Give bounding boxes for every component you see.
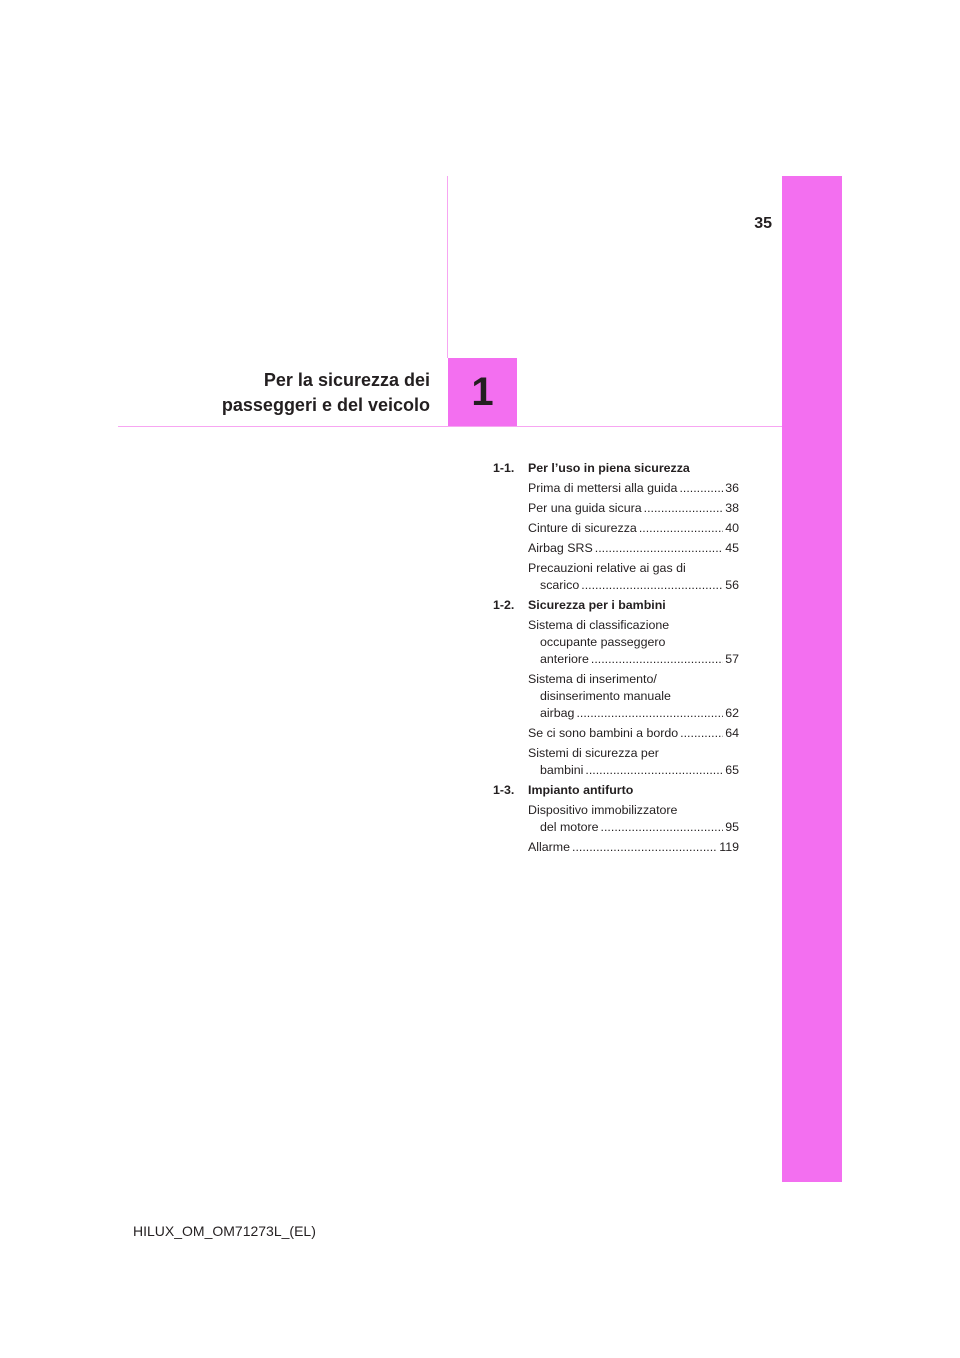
toc-entry[interactable] xyxy=(528,560,739,594)
toc-entry-text: del motore xyxy=(540,820,599,834)
page-number: 35 xyxy=(754,215,772,232)
chapter-tab-bar xyxy=(782,176,842,1182)
section-number: 1-1. xyxy=(493,461,515,475)
dot-leader xyxy=(680,725,723,742)
toc-entry-text: Sistema di inserimento/ xyxy=(528,672,657,686)
table-of-contents xyxy=(493,460,739,859)
section-number: 1-3. xyxy=(493,783,515,797)
toc-entry-text: Precauzioni relative ai gas di xyxy=(528,561,686,575)
toc-entry-text: airbag xyxy=(540,706,575,720)
toc-entry-text: occupante passeggero xyxy=(540,635,666,649)
toc-page-number: 36 xyxy=(725,481,739,495)
toc-entry-line xyxy=(528,577,739,594)
section-number: 1-2. xyxy=(493,598,515,612)
toc-entry[interactable] xyxy=(528,671,739,722)
chapter-title xyxy=(150,368,430,418)
toc-entry[interactable] xyxy=(528,500,739,517)
toc-page-number: 64 xyxy=(725,726,739,740)
toc-section-heading[interactable] xyxy=(493,597,739,614)
dot-leader xyxy=(576,705,723,722)
dot-leader xyxy=(581,577,723,594)
toc-entry-line xyxy=(528,839,739,856)
toc-entry-line xyxy=(528,540,739,557)
section-title: Per l’uso in piena sicurezza xyxy=(528,461,690,475)
toc-entry-text: bambini xyxy=(540,763,584,777)
dot-leader xyxy=(601,819,724,836)
toc-entry-text: disinserimento manuale xyxy=(540,689,671,703)
dot-leader xyxy=(591,651,723,668)
toc-entry-text: Sistema di classificazione xyxy=(528,618,670,632)
toc-page-number: 119 xyxy=(719,840,739,854)
toc-entry-line xyxy=(528,480,739,497)
toc-section-heading[interactable] xyxy=(493,460,739,477)
dot-leader xyxy=(572,839,717,856)
toc-entry-line xyxy=(528,520,739,537)
toc-page-number: 56 xyxy=(725,578,739,592)
toc-entry-line xyxy=(528,819,739,836)
toc-entry-text: Per una guida sicura xyxy=(528,501,642,515)
toc-entry-line xyxy=(528,651,739,668)
toc-entry-line xyxy=(528,762,739,779)
toc-page-number: 40 xyxy=(725,521,739,535)
toc-entry[interactable] xyxy=(528,540,739,557)
dot-leader xyxy=(644,500,724,517)
toc-entry-text: Airbag SRS xyxy=(528,541,593,555)
toc-entry-text: Se ci sono bambini a bordo xyxy=(528,726,679,740)
chapter-number-box: 1 xyxy=(448,358,517,426)
toc-entry-text: Prima di mettersi alla guida xyxy=(528,481,678,495)
toc-entry-text: Cinture di sicurezza xyxy=(528,521,637,535)
dot-leader xyxy=(679,480,723,497)
toc-page-number: 38 xyxy=(725,501,739,515)
toc-entry-line xyxy=(528,705,739,722)
toc-entry-line xyxy=(528,500,739,517)
section-title: Impianto antifurto xyxy=(528,783,634,797)
toc-entry-text: Allarme xyxy=(528,840,570,854)
dot-leader xyxy=(585,762,723,779)
vertical-divider xyxy=(447,176,448,358)
document-code: HILUX_OM_OM71273L_(EL) xyxy=(133,1223,316,1239)
horizontal-divider xyxy=(118,426,782,427)
dot-leader xyxy=(639,520,723,537)
toc-entry-line xyxy=(528,725,739,742)
toc-entry[interactable] xyxy=(528,480,739,497)
toc-entry[interactable] xyxy=(528,520,739,537)
toc-entry-text: anteriore xyxy=(540,652,589,666)
toc-page-number: 95 xyxy=(725,820,739,834)
chapter-title-line: passeggeri e del veicolo xyxy=(221,395,430,415)
toc-entry-text: Dispositivo immobilizzatore xyxy=(528,803,678,817)
section-title: Sicurezza per i bambini xyxy=(528,598,666,612)
toc-entry[interactable] xyxy=(528,725,739,742)
toc-entry-text: scarico xyxy=(540,578,580,592)
toc-entry[interactable] xyxy=(528,745,739,779)
toc-entry[interactable] xyxy=(528,839,739,856)
toc-page-number: 57 xyxy=(725,652,739,666)
chapter-title-line: Per la sicurezza dei xyxy=(263,370,430,390)
toc-entry[interactable] xyxy=(528,617,739,668)
toc-section-heading[interactable] xyxy=(493,782,739,799)
toc-page-number: 45 xyxy=(725,541,739,555)
toc-page-number: 62 xyxy=(725,706,739,720)
toc-entry-text: Sistemi di sicurezza per xyxy=(528,746,659,760)
toc-entry[interactable] xyxy=(528,802,739,836)
toc-page-number: 65 xyxy=(725,763,739,777)
dot-leader xyxy=(595,540,723,557)
